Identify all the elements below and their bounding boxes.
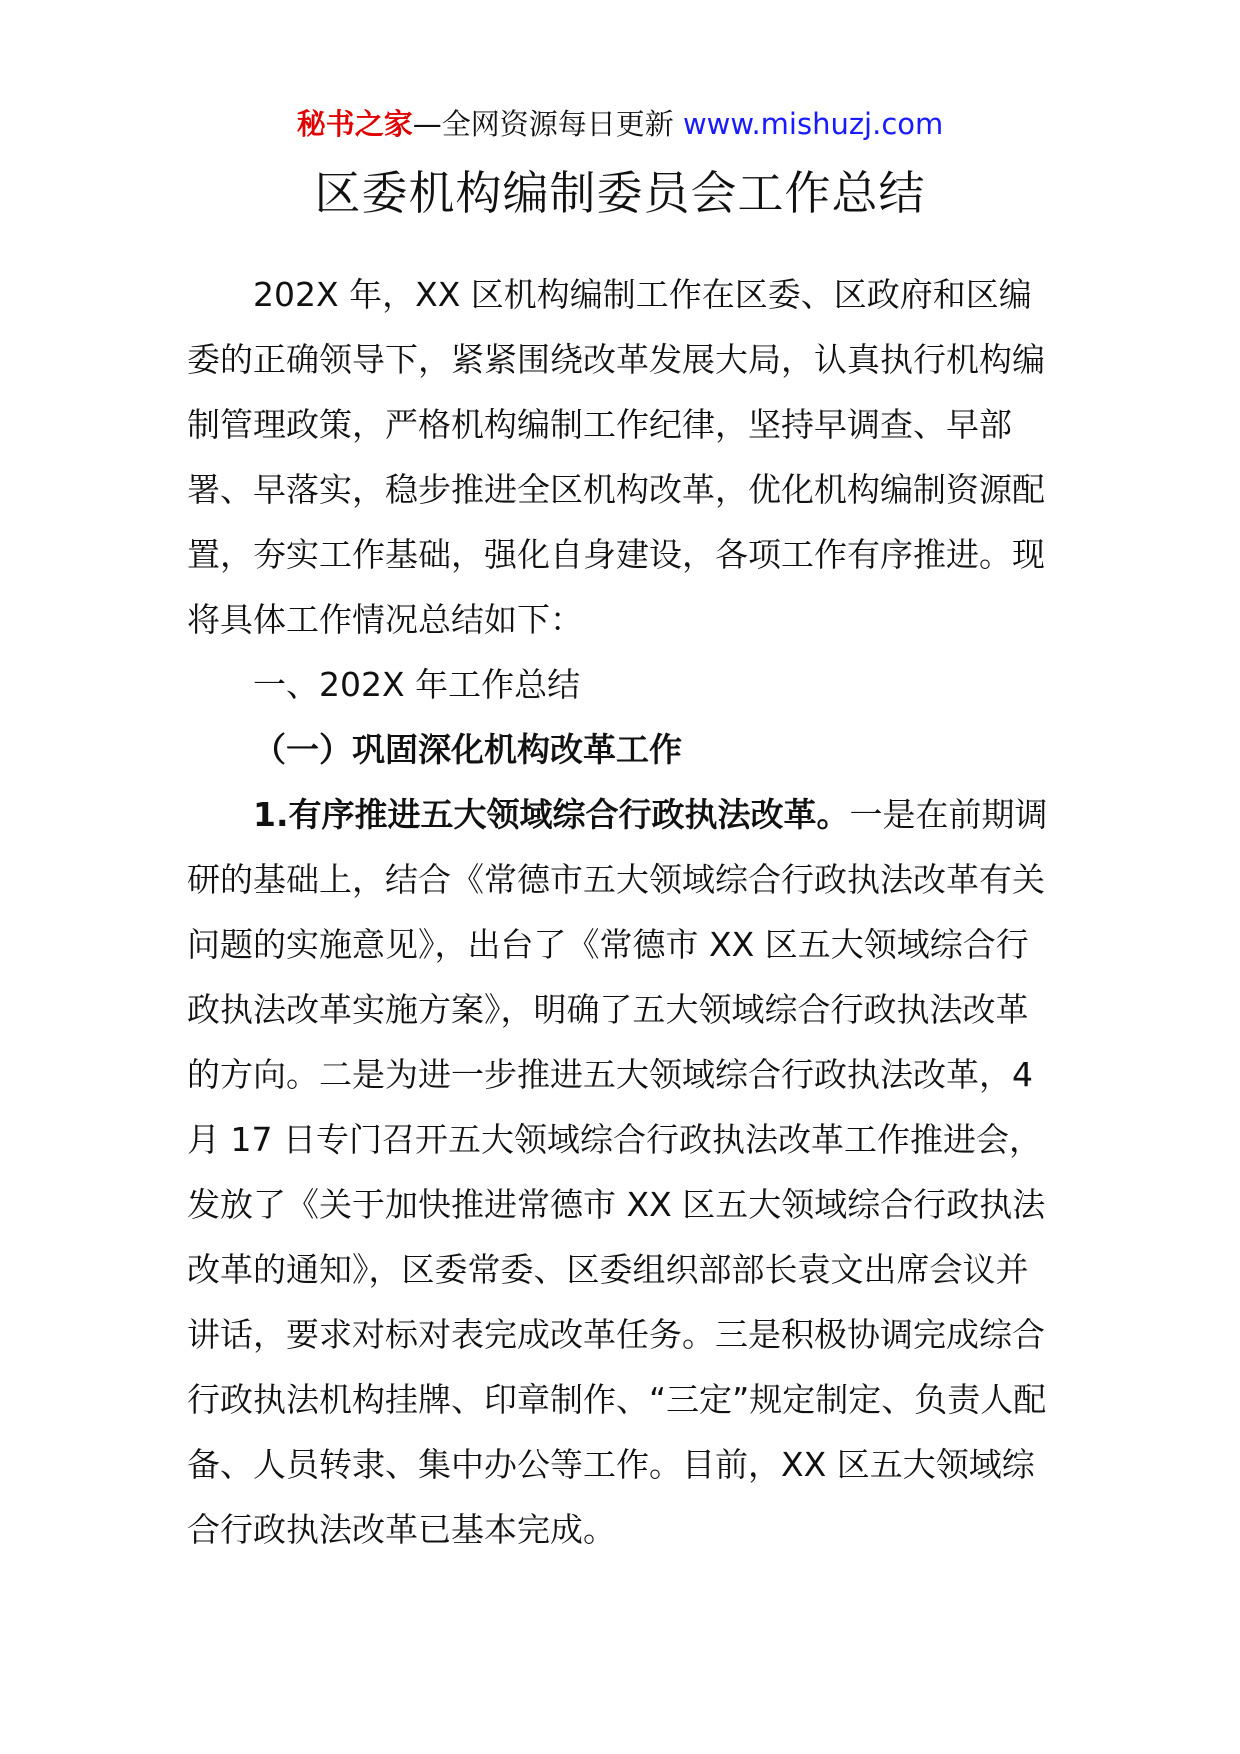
document-body (187, 262, 1057, 1562)
intro-paragraph: 202X 年，XX 区机构编制工作在区委、区政府和区编委的正确领导下，紧紧围绕改革发展大局，认真执行机构编制管理政策，严格机构编制工作纪律，坚持早调查、早部署、早落实，稳步推进全区机构改革，优化机构编制资源配置，夯实工作基础，强化自身建设，各项工作有序推进。现将具体工作情况总结如下： (187, 275, 1045, 639)
section-heading: 一、202X 年工作总结 (253, 665, 581, 704)
header-slogan: —全网资源每日更新 (412, 107, 674, 141)
site-header (0, 104, 1240, 144)
item-text: 一是在前期调研的基础上，结合《常德市五大领域综合行政执法改革有关问题的实施意见》，出台了《常德市 XX 区五大领域综合行政执法改革实施方案》，明确了五大领域综合行政执法改革的方向。二是为进一步推进五大领域综合行政执法改革，4 月 17 日专门召开五大领域综合行政执法改革工作推进会，发放了《关于加快推进常德市 XX 区五大领域综合行政执法改革的通知》，区委常委、区委组织部部长袁文出席会议并讲话，要求对标对表完成改革任务。三是积极协调完成综合行政执法机构挂牌、印章制作、“三定”规定制定、负责人配备、人员转隶、集中办公等工作。目前，XX 区五大领域综合行政执法改革已基本完成。 (187, 795, 1048, 1549)
document-title: 区委机构编制委员会工作总结 (314, 166, 926, 220)
brand-name: 秘书之家 (296, 107, 413, 141)
item-paragraph (187, 782, 1057, 1562)
item-lead: 1.有序推进五大领域综合行政执法改革。 (253, 795, 850, 834)
site-url-link[interactable]: www.mishuzj.com (682, 107, 944, 141)
subsection-heading: （一）巩固深化机构改革工作 (253, 730, 682, 769)
